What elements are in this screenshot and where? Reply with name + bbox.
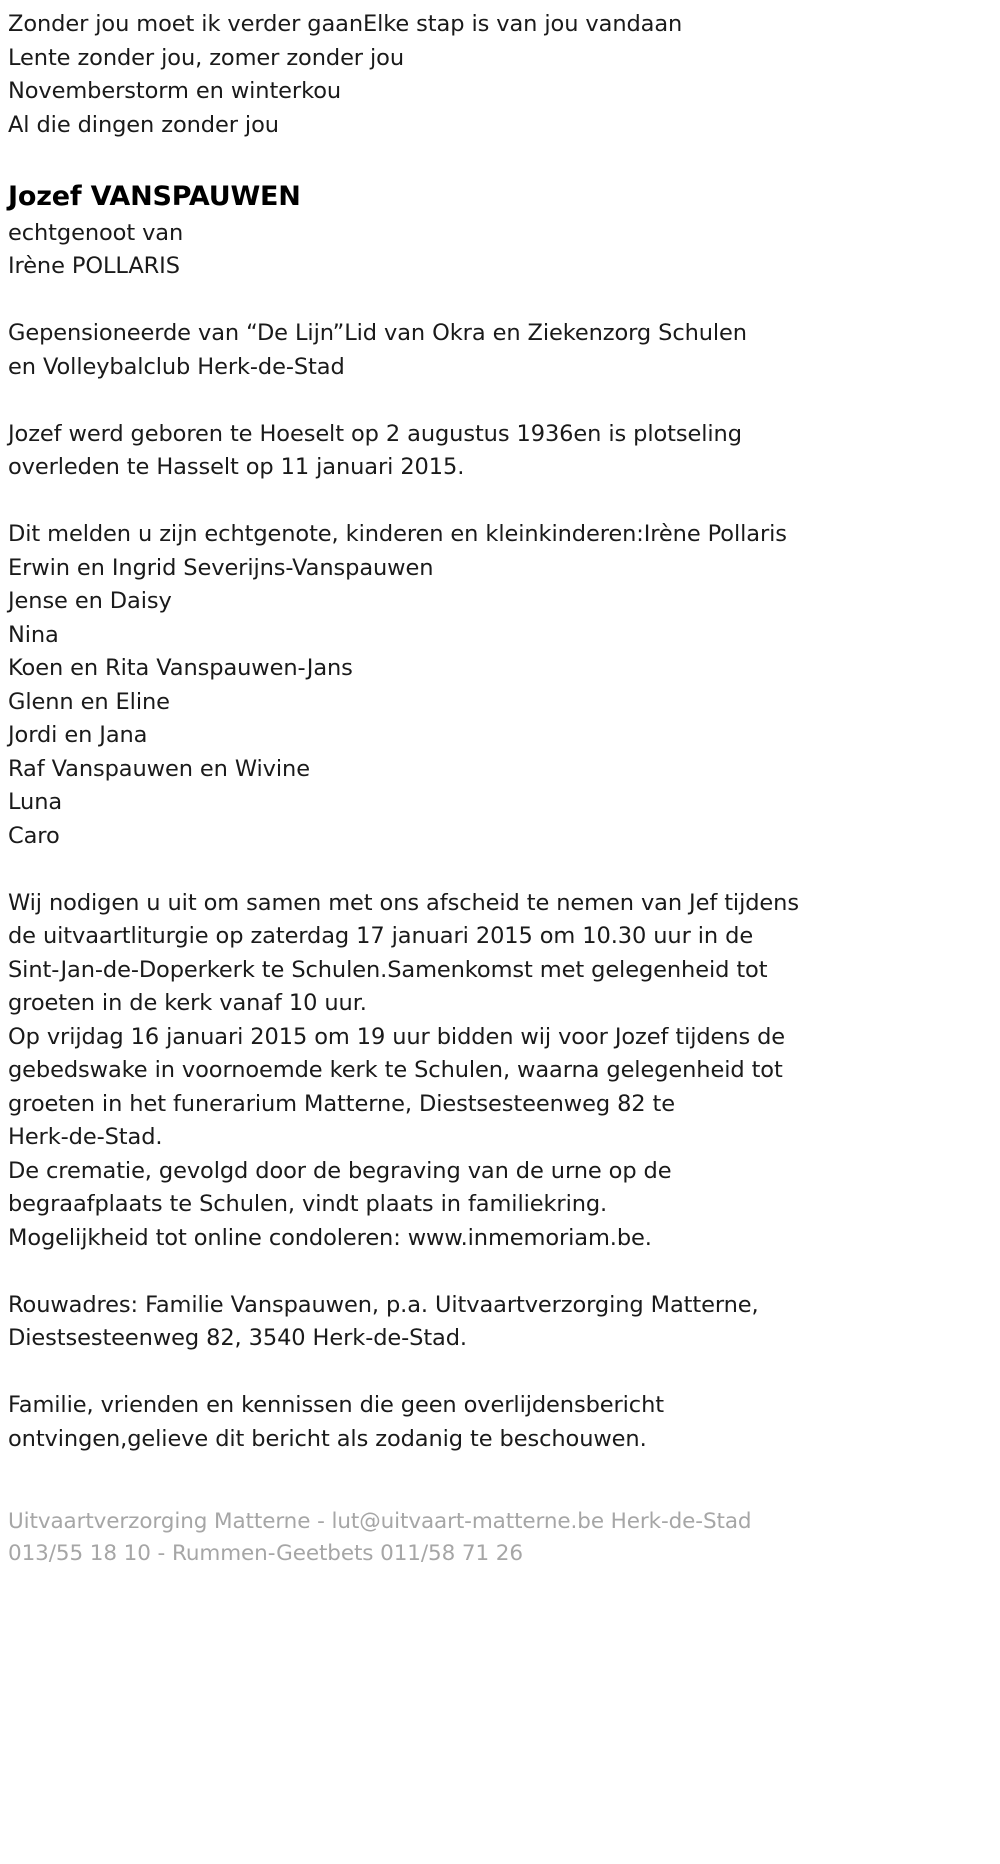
service-line: Op vrijdag 16 januari 2015 om 19 uur bidden wij voor Jozef tijdens de xyxy=(8,1023,786,1050)
life-dates-line: Jozef werd geboren te Hoeselt op 2 augustus 1936en is plotseling xyxy=(8,420,742,447)
spacer xyxy=(8,284,1000,318)
family-member: Luna xyxy=(8,789,63,815)
poem-block xyxy=(8,8,1000,142)
spacer xyxy=(8,853,1000,887)
service-line: Wij nodigen u uit om samen met ons afscheid te nemen van Jef tijdens xyxy=(8,889,799,916)
affiliation-line: en Volleybalclub Herk-de-Stad xyxy=(8,353,345,380)
service-line: De crematie, gevolgd door de begraving van de urne op de xyxy=(8,1157,672,1184)
spouse-name: Irène POLLARIS xyxy=(8,253,180,279)
service-line: groeten in het funerarium Matterne, Diestsesteenweg 82 te xyxy=(8,1090,676,1117)
deceased-name: Jozef VANSPAUWEN xyxy=(8,180,301,212)
life-dates-block xyxy=(8,418,1000,485)
family-member: Erwin en Ingrid Severijns-Vanspauwen xyxy=(8,554,434,581)
family-member: Glenn en Eline xyxy=(8,688,170,715)
service-details-block xyxy=(8,887,1000,1256)
poem-line: Al die dingen zonder jou xyxy=(8,111,279,138)
service-line: Herk-de-Stad. xyxy=(8,1124,163,1150)
notice-line: ontvingen,gelieve dit bericht als zodanig te beschouwen. xyxy=(8,1425,647,1452)
spacer xyxy=(8,384,1000,418)
family-block xyxy=(8,518,1000,853)
spacer xyxy=(8,142,1000,176)
footer-line: 013/55 18 10 - Rummen-Geetbets 011/58 71 26 xyxy=(8,1540,523,1566)
service-line: de uitvaartliturgie op zaterdag 17 januari 2015 om 10.30 uur in de xyxy=(8,923,754,949)
family-member: Jense en Daisy xyxy=(8,588,172,614)
family-member: Koen en Rita Vanspauwen-Jans xyxy=(8,655,353,681)
family-member: Caro xyxy=(8,822,60,849)
service-line: gebedswake in voornoemde kerk te Schulen, waarna gelegenheid tot xyxy=(8,1057,783,1083)
spacer xyxy=(8,1356,1000,1390)
family-member: Nina xyxy=(8,621,59,648)
poem-line: Zonder jou moet ik verder gaanElke stap is van jou vandaan xyxy=(8,11,683,37)
notice-line: Familie, vrienden en kennissen die geen overlijdensbericht xyxy=(8,1392,664,1418)
family-member: Raf Vanspauwen en Wivine xyxy=(8,755,310,782)
general-notice-block xyxy=(8,1389,1000,1456)
spacer xyxy=(8,485,1000,519)
relation-label: echtgenoot van xyxy=(8,219,184,246)
mourning-address-line: Diestsesteenweg 82, 3540 Herk-de-Stad. xyxy=(8,1325,467,1351)
mourning-address-block xyxy=(8,1289,1000,1356)
spacer xyxy=(8,1255,1000,1289)
condolence-line: Mogelijkheid tot online condoleren: www.inmemoriam.be. xyxy=(8,1224,652,1251)
service-line: begraafplaats te Schulen, vindt plaats in familiekring. xyxy=(8,1191,608,1217)
mourning-address-line: Rouwadres: Familie Vanspauwen, p.a. Uitvaartverzorging Matterne, xyxy=(8,1291,759,1318)
life-dates-line: overleden te Hasselt op 11 januari 2015. xyxy=(8,454,465,480)
footer-block xyxy=(8,1506,1000,1570)
deceased-block xyxy=(8,176,1000,284)
footer-line: Uitvaartverzorging Matterne - lut@uitvaart-matterne.be Herk-de-Stad xyxy=(8,1508,752,1534)
service-line: groeten in de kerk vanaf 10 uur. xyxy=(8,990,367,1016)
family-intro: Dit melden u zijn echtgenote, kinderen en kleinkinderen:Irène Pollaris xyxy=(8,521,787,547)
affiliation-line: Gepensioneerde van “De Lijn”Lid van Okra en Ziekenzorg Schulen xyxy=(8,320,747,346)
affiliations-block xyxy=(8,317,1000,384)
spacer xyxy=(8,1490,1000,1506)
poem-line: Lente zonder jou, zomer zonder jou xyxy=(8,44,404,71)
spacer xyxy=(8,1456,1000,1490)
service-line: Sint-Jan-de-Doperkerk te Schulen.Samenkomst met gelegenheid tot xyxy=(8,956,768,983)
family-member: Jordi en Jana xyxy=(8,722,148,748)
poem-line: Novemberstorm en winterkou xyxy=(8,78,342,104)
